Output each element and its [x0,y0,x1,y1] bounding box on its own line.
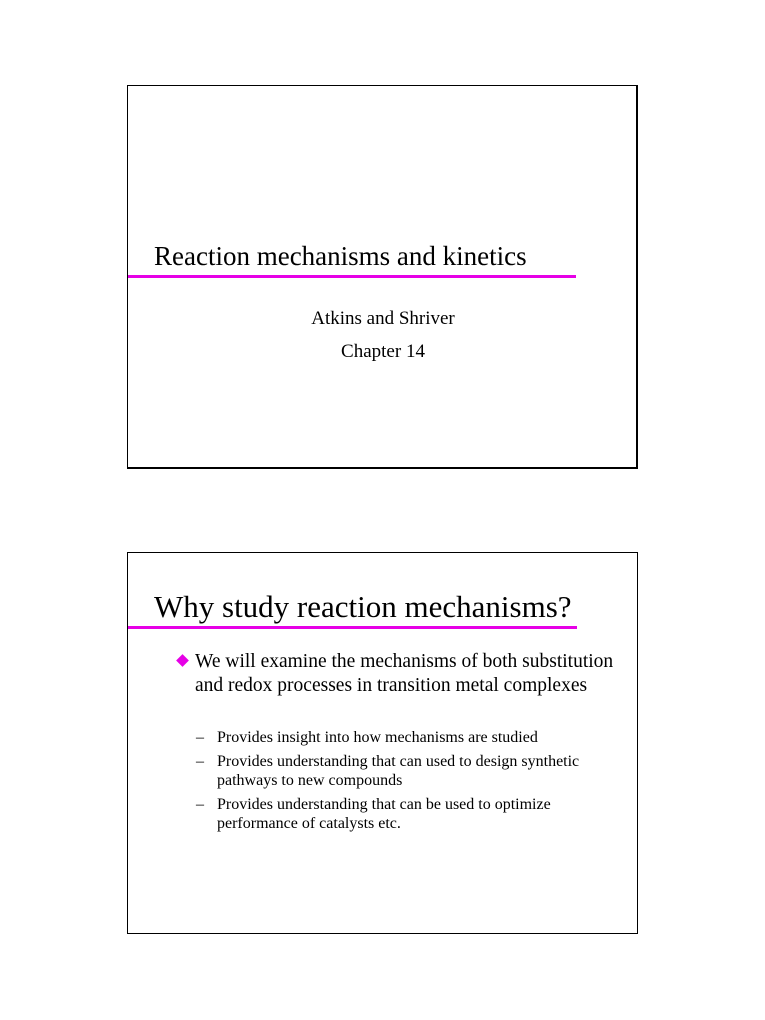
main-bullet-text: We will examine the mechanisms of both substitution and redox processes in transition metal complexes [195,651,614,696]
dash-bullet: – [196,752,204,770]
sub-bullet-item [196,795,616,834]
sub-bullet-text: Provides insight into how mechanisms are studied [217,729,538,746]
slide-1-title: Reaction mechanisms and kinetics [154,241,527,271]
slide-1 [127,85,638,469]
sub-bullet-text: Provides understanding that can used to design synthetic pathways to new compounds [217,752,580,789]
title-underline [128,275,576,278]
sub-bullet-item [196,752,616,791]
sub-bullet-item [196,728,616,748]
title-underline [128,626,577,629]
dash-bullet: – [196,795,204,813]
slide-1-subtitle-authors: Atkins and Shriver [311,308,455,329]
slide-2 [127,552,638,934]
sub-bullet-list [196,728,616,838]
slide-1-subtitle-chapter: Chapter 14 [341,341,425,362]
main-bullet [177,650,622,698]
diamond-bullet-icon [176,654,189,667]
sub-bullet-text: Provides understanding that can be used to optimize performance of catalysts etc. [217,795,551,832]
dash-bullet: – [196,729,204,746]
slide-2-title: Why study reaction mechanisms? [154,589,572,624]
